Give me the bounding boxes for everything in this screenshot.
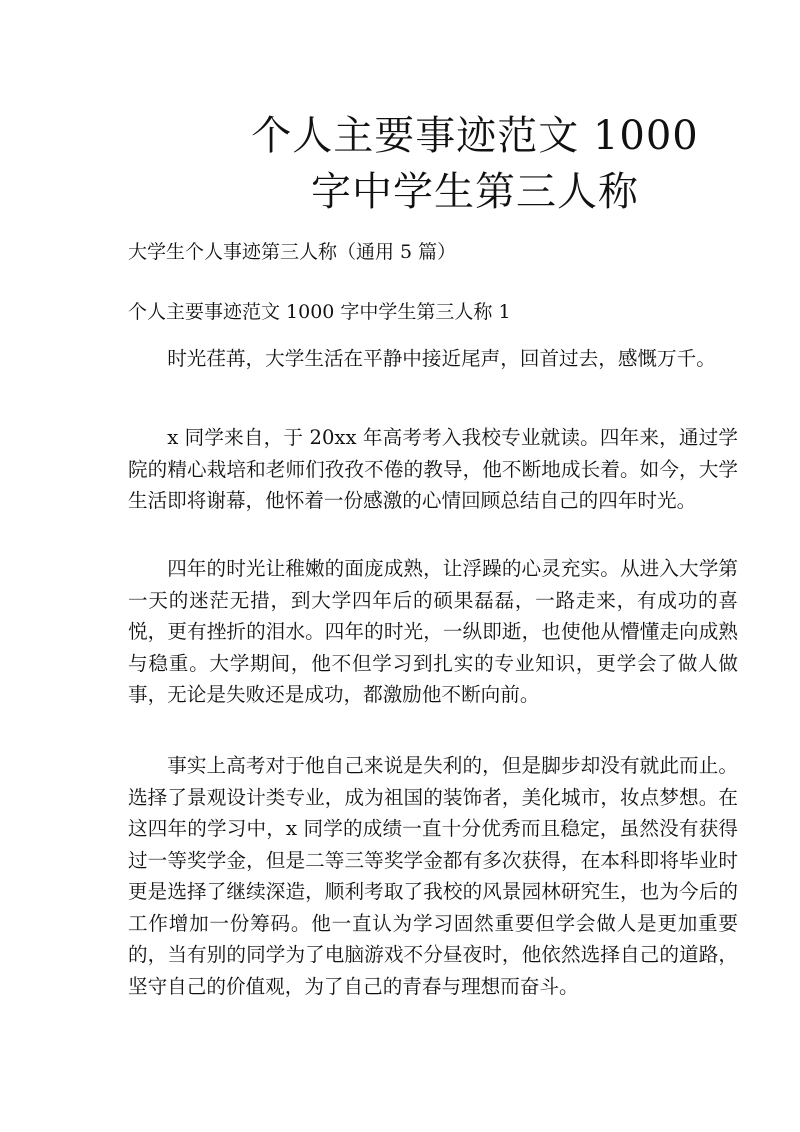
paragraph-3: 四年的时光让稚嫩的面庞成熟，让浮躁的心灵充实。从进入大学第一天的迷茫无措，到大学四年后的硕果磊磊，一路走来，有成功的喜悦，更有挫折的泪水。四年的时光，一纵即逝，也使他从懵懂走向成熟与稳重。大学期间，他不但学习到扎实的专业知识，更学会了做人做事，无论是失败还是成功，都激励他不断向前。 [128, 557, 738, 706]
paragraph-4: 事实上高考对于他自己来说是失利的，但是脚步却没有就此而止。选择了景观设计类专业，成为祖国的装饰者，美化城市，妆点梦想。在这四年的学习中，x 同学的成绩一直十分优秀而且稳定，虽然没有获得过一等奖学金，但是二等三等奖学金都有多次获得，在本科即将毕业时更是选择了继续深造，顺利考取了我校的风景园林研究生，也为今后的工作增加一份筹码。他一直认为学习固然重要但学会做人是更加重要的，当有别的同学为了电脑游戏不分昼夜时，他依然选择自己的道路，坚守自己的价值观，为了自己的青春与理想而奋斗。 [128, 754, 738, 998]
document-subtitle: 大学生个人事迹第三人称（通用 5 篇） [128, 241, 457, 263]
document-title [225, 108, 725, 220]
paragraph-2: x 同学来自，于 20xx 年高考考入我校专业就读。四年来，通过学院的精心栽培和老师们孜孜不倦的教导，他不断地成长着。如今，大学生活即将谢幕，他怀着一份感激的心情回顾总结自己的四年时光。 [128, 426, 738, 512]
title-line-1: 个人主要事迹范文 1000 [251, 113, 699, 159]
title-line-2: 字中学生第三人称 [311, 169, 639, 215]
section-heading: 个人主要事迹范文 1000 字中学生第三人称 1 [128, 301, 511, 323]
paragraph-1: 时光荏苒，大学生活在平静中接近尾声，回首过去，感慨万千。 [167, 347, 716, 370]
